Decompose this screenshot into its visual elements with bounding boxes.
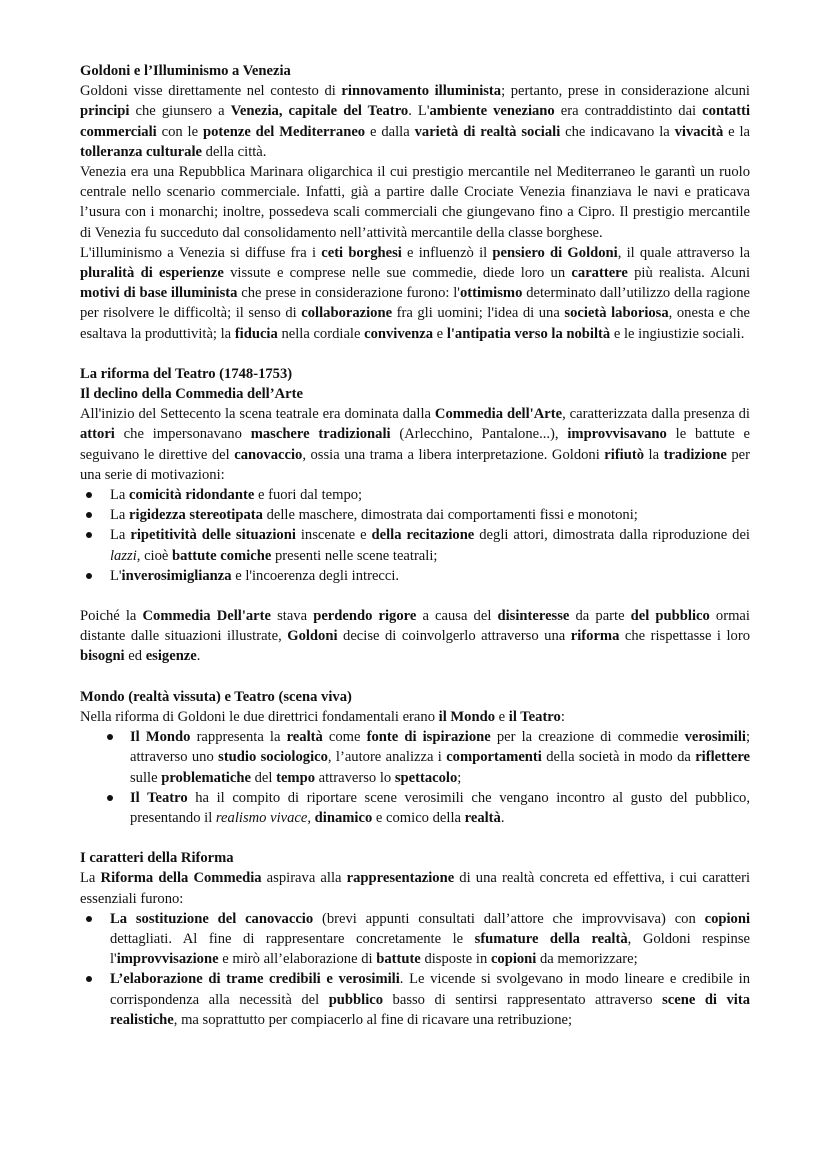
bold-text: bisogni <box>80 648 125 665</box>
section-subtitle: Il declino della Commedia dell’Arte <box>80 386 303 403</box>
bold-text: La sostituzione del canovaccio <box>110 910 314 927</box>
bold-text: rigidezza stereotipata <box>129 507 263 524</box>
bold-text: battute <box>376 951 421 968</box>
bold-text: Il Teatro <box>130 789 188 806</box>
bold-text: realtà <box>464 809 501 826</box>
bold-text: Il Mondo <box>130 729 191 746</box>
bullet-icon <box>86 976 92 982</box>
bold-text: motivi di base illuminista <box>80 285 238 302</box>
bold-text: ripetitività delle situazioni <box>130 527 296 544</box>
bold-text: esigenze <box>145 648 197 665</box>
bold-text: società laboriosa <box>564 305 669 322</box>
section-title: La riforma del Teatro (1748-1753) <box>80 365 293 382</box>
bullet-icon <box>107 734 113 740</box>
bold-text: tradizione <box>663 446 727 463</box>
bullet-icon <box>86 512 92 518</box>
bold-text: l'antipatia verso la nobiltà <box>446 325 611 342</box>
list-item: La ripetitività delle situazioni inscenate e della recitazione degli attori, dimostrata dalla riproduzione dei lazzi, cioè battute comiche presenti nelle scene teatrali; <box>80 525 750 565</box>
bullet-icon <box>107 795 113 801</box>
paragraph: L'illuminismo a Venezia si diffuse fra i ceti borghesi e influenzò il pensiero di Goldoni, il quale attraverso la pluralità di esperienze vissute e comprese nelle sue commedie, diede loro un carattere più realista. Alcuni motivi di base illuminista che prese in considerazione furono: l'ottimismo determinato dall’utilizzo della ragione per risolvere le difficoltà; il senso di collaborazione fra gli uomini; l'idea di una società laboriosa, onesta e che esaltava la produttività; la fiducia nella cordiale convivenza e l'antipatia verso la nobiltà e le ingiustizie sociali. <box>80 244 751 342</box>
bold-text: convivenza <box>364 325 434 342</box>
paragraph: Venezia era una Repubblica Marinara oligarchica il cui prestigio mercantile nel Mediterraneo le garantì un ruolo centrale nello scenario commerciale. Infatti, già a partire dalle Crociate Venezia finanziava le navi e praticava l’usura con i monarchi; inoltre, possedeva scali commerciali che giungevano fino a Cipro. Il prestigio mercantile di Venezia fu succeduto dal consolidamento nell’attività mercantile della classe borghese. <box>80 164 750 241</box>
document-page <box>80 61 750 1030</box>
bold-text: scene di vita realistiche <box>110 991 750 1028</box>
bold-text: ceti borghesi <box>321 244 402 261</box>
bold-text: realtà <box>286 729 323 746</box>
section-title: I caratteri della Riforma <box>80 850 234 867</box>
list-item: La comicità ridondante e fuori dal tempo; <box>80 485 750 505</box>
bold-text: improvvisavano <box>567 426 667 443</box>
bold-text: rinnovamento illuminista <box>341 83 502 100</box>
bold-text: verosimili <box>684 729 746 746</box>
bold-text: contatti commerciali <box>80 103 750 140</box>
section-title: Mondo (realtà vissuta) e Teatro (scena viva) <box>80 688 352 705</box>
bold-text: tolleranza culturale <box>80 143 202 160</box>
list-item: Il Mondo rappresenta la realtà come fonte di ispirazione per la creazione di commedie verosimili; attraverso uno studio sociologico, l’autore analizza i comportamenti della società in modo da riflettere sulle problematiche del tempo attraverso lo spettacolo; <box>80 727 750 788</box>
italic-text: realismo vivace <box>215 809 308 826</box>
bold-text: copioni <box>704 910 751 927</box>
bold-text: Riforma della Commedia <box>100 870 262 887</box>
bold-text: potenze del Mediterraneo <box>202 123 366 140</box>
bold-text: improvvisazione <box>116 951 219 968</box>
bold-text: del pubblico <box>630 608 710 625</box>
bold-text: della recitazione <box>371 527 475 544</box>
list-item: La sostituzione del canovaccio (brevi appunti consultati dall’attore che improvvisava) con copioni dettagliati. Al fine di rappresentare concretamente le sfumature della realtà, Goldoni respinse l'improvvisazione e mirò all’elaborazione di battute disposte in copioni da memorizzare; <box>80 909 750 970</box>
bold-text: Venezia, capitale del Teatro <box>230 103 409 120</box>
bold-text: ambiente veneziano <box>429 103 555 120</box>
bold-text: disinteresse <box>497 608 570 625</box>
bold-text: ottimismo <box>459 285 523 302</box>
bold-text: L’elaborazione di trame credibili e verosimili <box>110 971 400 988</box>
bullet-list <box>80 485 750 586</box>
bullet-icon <box>86 916 92 922</box>
paragraph: All'inizio del Settecento la scena teatrale era dominata dalla Commedia dell'Arte, caratterizzata dalla presenza di attori che impersonavano maschere tradizionali (Arlecchino, Pantalone...), improvvisavano le battute e seguivano le direttive del canovaccio, ossia una trama a libera interpretazione. Goldoni rifiutò la tradizione per una serie di motivazioni: <box>80 406 750 483</box>
bullet-list <box>80 909 750 1030</box>
list-item: L'inverosimiglianza e l'incoerenza degli intrecci. <box>80 566 750 586</box>
section-title: Goldoni e l’Illuminismo a Venezia <box>80 63 291 79</box>
bold-text: rifiutò <box>604 446 645 463</box>
bold-text: fonte di ispirazione <box>366 729 491 746</box>
bold-text: studio sociologico <box>218 749 328 766</box>
list-item: La rigidezza stereotipata delle maschere, dimostrata dai comportamenti fissi e monotoni; <box>80 505 750 525</box>
bold-text: battute comiche <box>172 547 272 564</box>
bold-text: collaborazione <box>301 305 393 322</box>
bold-text: tempo <box>276 769 315 786</box>
bold-text: pubblico <box>328 991 384 1008</box>
bold-text: dinamico <box>314 809 373 826</box>
bold-text: spettacolo <box>394 769 458 786</box>
bold-text: copioni <box>490 951 537 968</box>
bold-text: rappresentazione <box>346 870 455 887</box>
bold-text: problematiche <box>161 769 251 786</box>
bullet-icon <box>86 492 92 498</box>
list-item: L’elaborazione di trame credibili e verosimili. Le vicende si svolgevano in modo lineare e credibile in corrispondenza alla necessità del pubblico basso di sentirsi rappresentato attraverso scene di vita realistiche, ma soprattutto per compiacerlo al fine di ricavare una retribuzione; <box>80 969 750 1030</box>
bold-text: Commedia dell'Arte <box>434 406 563 423</box>
bold-text: perdendo rigore <box>313 608 417 625</box>
bold-text: il Teatro <box>508 708 561 725</box>
bold-text: fiducia <box>234 325 278 342</box>
bold-text: maschere tradizionali <box>250 426 391 443</box>
bold-text: canovaccio <box>234 446 303 463</box>
bold-text: il Mondo <box>438 708 495 725</box>
list-item: Il Teatro ha il compito di riportare scene verosimili che vengano incontro al gusto del pubblico, presentando il realismo vivace, dinamico e comico della realtà. <box>80 788 750 828</box>
paragraph: La Riforma della Commedia aspirava alla rappresentazione di una realtà concreta ed effettiva, i cui caratteri essenziali furono: <box>80 870 750 907</box>
bold-text: riforma <box>570 628 620 645</box>
bold-text: riflettere <box>695 749 751 766</box>
bold-text: vivacità <box>674 123 724 140</box>
bold-text: varietà di realtà sociali <box>414 123 561 140</box>
bold-text: comportamenti <box>446 749 542 766</box>
bold-text: pensiero di Goldoni <box>492 244 618 261</box>
paragraph: Nella riforma di Goldoni le due direttrici fondamentali erano il Mondo e il Teatro: <box>80 708 565 725</box>
paragraph: Goldoni visse direttamente nel contesto di rinnovamento illuminista; pertanto, prese in considerazione alcuni principi che giunsero a Venezia, capitale del Teatro. L'ambiente veneziano era contraddistinto dai contatti commerciali con le potenze del Mediterraneo e dalla varietà di realtà sociali che indicavano la vivacità e la tolleranza culturale della città. <box>80 83 751 160</box>
bold-text: Commedia Dell'arte <box>142 608 271 625</box>
bold-text: attori <box>80 426 115 443</box>
bullet-icon <box>86 573 92 579</box>
bold-text: inverosimiglianza <box>121 567 232 584</box>
bold-text: Goldoni <box>287 628 338 645</box>
bold-text: carattere <box>571 265 628 282</box>
bullet-list <box>80 727 750 828</box>
bold-text: sfumature della realtà <box>474 930 628 947</box>
bullet-icon <box>86 532 92 538</box>
bold-text: pluralità di esperienze <box>80 265 224 282</box>
bold-text: comicità ridondante <box>129 487 255 504</box>
italic-text: lazzi <box>110 547 137 564</box>
bold-text: principi <box>80 103 130 120</box>
paragraph: Poiché la Commedia Dell'arte stava perdendo rigore a causa del disinteresse da parte del pubblico ormai distante dalle situazioni illustrate, Goldoni decise di coinvolgerlo attraverso una riforma che rispettasse i loro bisogni ed esigenze. <box>80 608 750 665</box>
